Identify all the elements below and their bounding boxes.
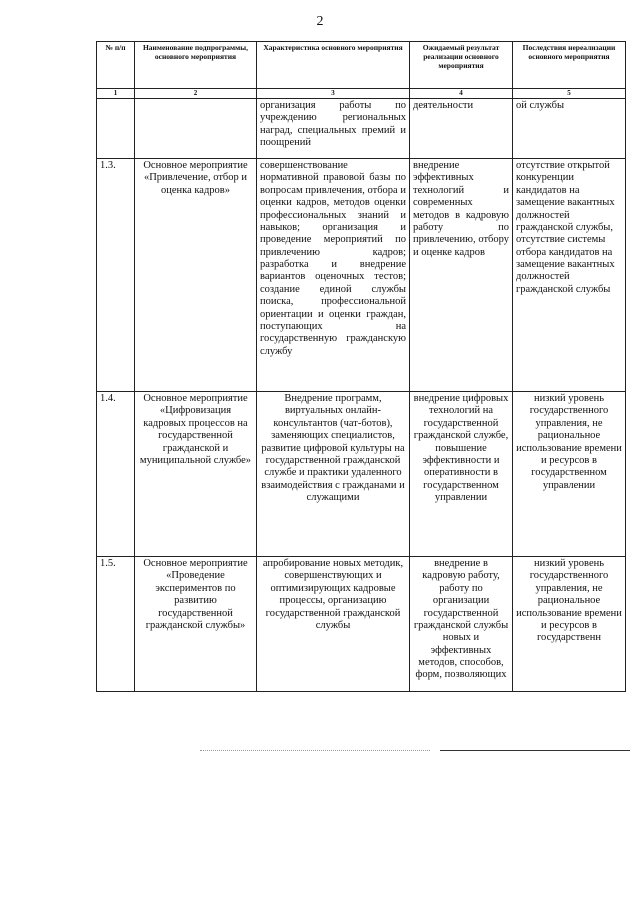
- header-number: № п/п: [97, 42, 135, 89]
- column-number: 1: [97, 89, 135, 99]
- row-number: 1.4.: [97, 392, 135, 557]
- row-characteristic: апробирование новых методик, совершенствующих и оптимизирующих кадровые процессы, организацию государственной гражданской службы: [257, 557, 410, 692]
- row-characteristic: Внедрение программ, виртуальных онлайн-консультантов (чат-ботов), заменяющих специалистов, развитие цифровой культуры на государственной гражданской службе и практики удаленного взаимодействия с гражданами и служащими: [257, 392, 410, 557]
- row-result: внедрение в кадровую работу, работу по организации государственной гражданской службы новых и эффективных методов, способов, форм, позволяющих: [410, 557, 513, 692]
- row-result: внедрение эффективных технологий и современных методов в кадровую работу по привлечению, отбору и оценке кадров: [410, 159, 513, 392]
- column-number: 2: [135, 89, 257, 99]
- row-consequence: низкий уровень государственного управления, не рациональное использование времени и ресурсов в государственн: [513, 557, 626, 692]
- row-name: Основное мероприятие «Цифровизация кадровых процессов на государственной гражданской и муниципальной службе»: [135, 392, 257, 557]
- row-number: [97, 99, 135, 159]
- page-number: 2: [316, 14, 324, 29]
- header-consequence: Последствия нереализации основного мероприятия: [513, 42, 626, 89]
- header-result: Ожидаемый результат реализации основного мероприятия: [410, 42, 513, 89]
- program-table: [96, 41, 626, 692]
- row-consequence: низкий уровень государственного управления, не рациональное использование времени и ресурсов в государственном управлении: [513, 392, 626, 557]
- row-number: 1.5.: [97, 557, 135, 692]
- column-number: 5: [513, 89, 626, 99]
- table-row: [97, 557, 626, 692]
- header-name: Наименование подпрограммы, основного мероприятия: [135, 42, 257, 89]
- row-characteristic: совершенствование нормативной правовой базы по вопросам привлечения, отбора и оценки кадров, методов оценки профессиональных знаний и навыков; организация и проведение мероприятий по привлечению кадров; разработка и внедрение вариантов оценочных тестов; создание единой службы поиска, профессиональной ориентации и оценки граждан, поступающих на государственную гражданскую службу: [257, 159, 410, 392]
- table-header-row: [97, 42, 626, 89]
- row-name: Основное мероприятие «Привлечение, отбор и оценка кадров»: [135, 159, 257, 392]
- row-consequence: ой службы: [513, 99, 626, 159]
- footer-rule: [440, 750, 630, 751]
- footer-dotted-line: [200, 750, 430, 751]
- table-row: [97, 159, 626, 392]
- table-row: [97, 99, 626, 159]
- row-number: 1.3.: [97, 159, 135, 392]
- row-consequence: отсутствие открытой конкуренции кандидатов на замещение вакантных должностей гражданской службы, отсутствие системы отбора кандидатов на замещение вакантных должностей гражданской службы: [513, 159, 626, 392]
- column-number: 4: [410, 89, 513, 99]
- table-row: [97, 392, 626, 557]
- row-characteristic: организация работы по учреждению региональных наград, специальных премий и поощрений: [257, 99, 410, 159]
- column-number: 3: [257, 89, 410, 99]
- row-result: внедрение цифровых технологий на государственной гражданской службе, повышение эффективности и оперативности в государственном управлении: [410, 392, 513, 557]
- row-name: Основное мероприятие «Проведение экспериментов по развитию государственной гражданской службы»: [135, 557, 257, 692]
- row-result: деятельности: [410, 99, 513, 159]
- row-name: [135, 99, 257, 159]
- header-characteristic: Характеристика основного мероприятия: [257, 42, 410, 89]
- column-number-row: [97, 89, 626, 99]
